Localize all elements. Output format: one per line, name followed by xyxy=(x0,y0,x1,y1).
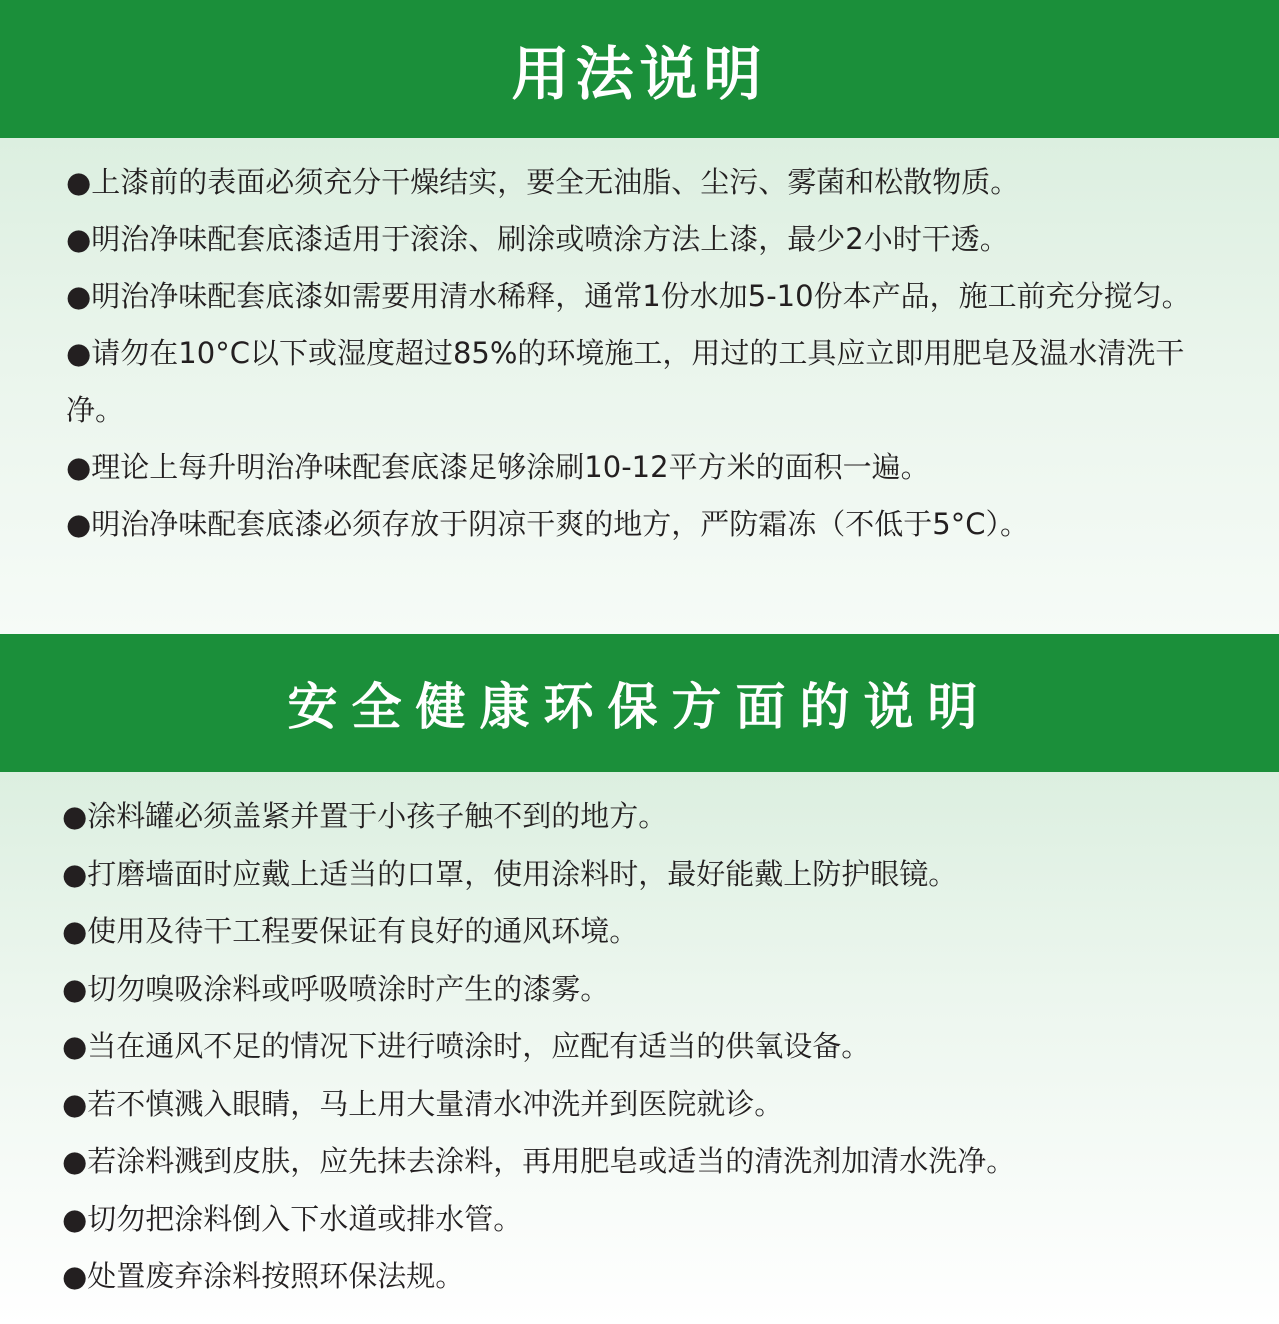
safety-item-7: ●若涂料溅到皮肤，应先抹去涂料，再用肥皂或适当的清洗剂加清水洗净。 xyxy=(62,1144,1016,1178)
usage-list xyxy=(66,154,1249,553)
safety-item-9: ●处置废弃涂料按照环保法规。 xyxy=(62,1259,465,1293)
safety-item-1: ●涂料罐必须盖紧并置于小孩子触不到的地方。 xyxy=(62,799,668,833)
safety-item-8: ●切勿把涂料倒入下水道或排水管。 xyxy=(62,1201,523,1236)
usage-item-4: ●请勿在10°C以下或湿度超过85%的环境施工，用过的工具应立即用肥皂及温水清洗干净。 xyxy=(66,336,1185,427)
usage-item-1: ●上漆前的表面必须充分干燥结实，要全无油脂、尘污、雾菌和松散物质。 xyxy=(66,165,1020,199)
safety-item-6: ●若不慎溅入眼睛，马上用大量清水冲洗并到医院就诊。 xyxy=(62,1086,784,1121)
usage-title: 用法说明 xyxy=(0,0,1279,138)
usage-item-3: ●明治净味配套底漆如需要用清水稀释，通常1份水加5-10份本产品，施工前充分搅匀。 xyxy=(66,279,1191,313)
safety-item-3: ●使用及待干工程要保证有良好的通风环境。 xyxy=(62,914,639,948)
safety-section xyxy=(0,772,1279,1324)
safety-item-5: ●当在通风不足的情况下进行喷涂时，应配有适当的供氧设备。 xyxy=(62,1029,871,1063)
usage-item-5: ●理论上每升明治净味配套底漆足够涂刷10-12平方米的面积一遍。 xyxy=(66,450,930,484)
safety-title: 安全健康环保方面的说明 xyxy=(0,634,1279,772)
safety-item-4: ●切勿嗅吸涂料或呼吸喷涂时产生的漆雾。 xyxy=(62,971,610,1006)
usage-section xyxy=(0,138,1279,634)
safety-item-2: ●打磨墙面时应戴上适当的口罩，使用涂料时，最好能戴上防护眼镜。 xyxy=(62,856,958,891)
safety-list xyxy=(62,788,1249,1306)
usage-item-6: ●明治净味配套底漆必须存放于阴凉干爽的地方，严防霜冻（不低于5°C）。 xyxy=(66,507,1030,541)
usage-item-2: ●明治净味配套底漆适用于滚涂、刷涂或喷涂方法上漆，最少2小时干透。 xyxy=(66,222,1009,256)
